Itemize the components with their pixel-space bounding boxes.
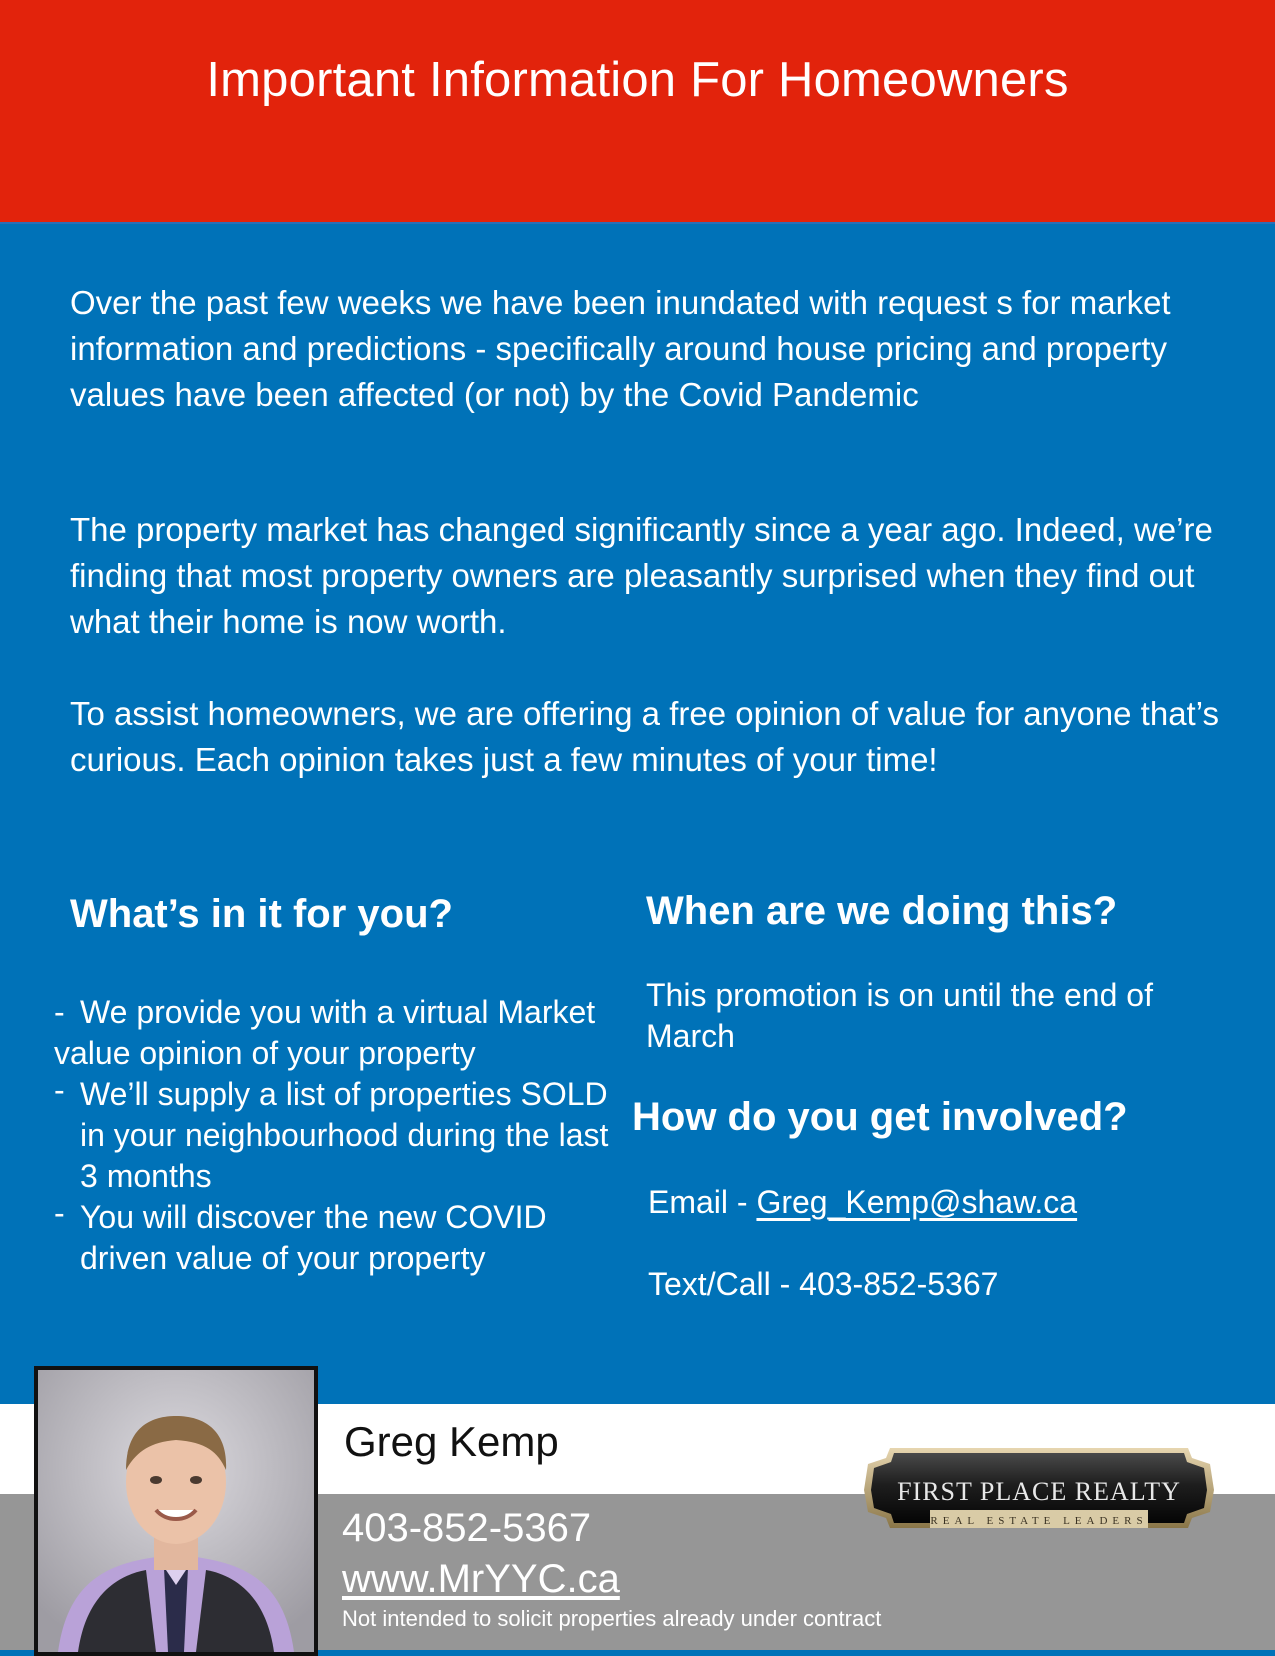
benefits-list <box>54 992 614 1279</box>
intro-paragraph-1: Over the past few weeks we have been inundated with request s for market information and predictions - specifically around house pricing and property values have been affected (or not) by the Covid Pandemic <box>70 284 1171 413</box>
promotion-text: This promotion is on until the end of March <box>646 977 1153 1054</box>
page-title: Important Information For Homeowners <box>206 53 1069 107</box>
list-item: -We provide you with a virtual Market value opinion of your property <box>54 994 596 1071</box>
realty-logo-icon <box>860 1444 1218 1534</box>
agent-name: Greg Kemp <box>344 1418 559 1465</box>
benefit-text: You will discover the new COVID driven value of your property <box>80 1199 547 1276</box>
agent-phone: 403-852-5367 <box>342 1506 592 1550</box>
benefit-text: We’ll supply a list of properties SOLD in your neighbourhood during the last 3 months <box>80 1076 609 1194</box>
svg-text:FIRST PLACE REALTY: FIRST PLACE REALTY <box>897 1477 1181 1506</box>
how-heading: How do you get involved? <box>632 1095 1128 1139</box>
intro-paragraph-2: The property market has changed significantly since a year ago. Indeed, we’re finding that most property owners are pleasantly surprised when they find out what their home is now worth. <box>70 511 1213 640</box>
when-heading: When are we doing this? <box>646 889 1118 933</box>
header-banner <box>0 0 1275 222</box>
disclaimer: Not intended to solicit properties already under contract <box>342 1606 882 1631</box>
agent-photo <box>34 1366 318 1656</box>
agent-portrait-icon <box>38 1370 314 1652</box>
svg-text:REAL ESTATE LEADERS: REAL ESTATE LEADERS <box>930 1515 1148 1527</box>
email-link[interactable]: Greg_Kemp@shaw.ca <box>756 1184 1078 1220</box>
list-item: - You will discover the new COVID driven value of your property <box>54 1195 547 1276</box>
agent-website-link[interactable]: www.MrYYC.ca <box>342 1557 620 1601</box>
text-call-line: Text/Call - 403-852-5367 <box>648 1266 999 1302</box>
email-line <box>648 1182 1077 1223</box>
first-place-realty-logo <box>860 1444 1218 1534</box>
benefit-text: We provide you with a virtual Market value opinion of your property <box>54 994 596 1071</box>
intro-paragraph-3: To assist homeowners, we are offering a free opinion of value for anyone that’s curious. Each opinion takes just a few minutes of your time! <box>70 695 1219 778</box>
email-label: Email - <box>648 1184 757 1220</box>
benefits-heading: What’s in it for you? <box>70 892 453 936</box>
list-item: - We’ll supply a list of properties SOLD in your neighbourhood during the last 3 months <box>54 1072 609 1194</box>
